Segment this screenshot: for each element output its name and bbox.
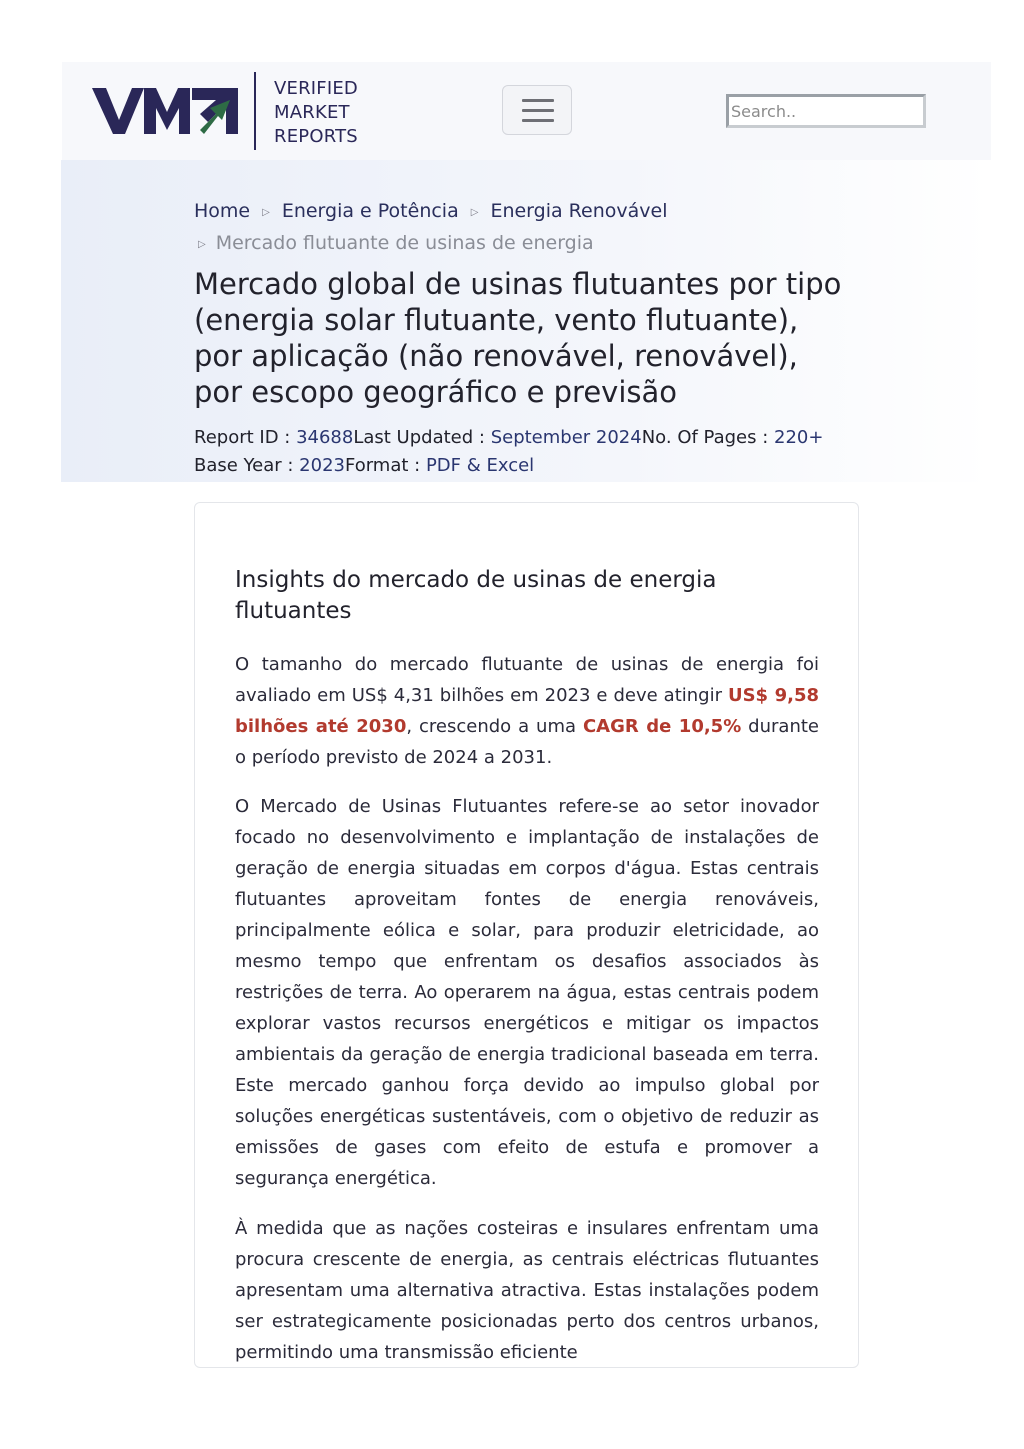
logo-wordmark (274, 77, 358, 149)
site-logo[interactable] (92, 72, 362, 150)
base-year-value: 2023 (299, 455, 345, 476)
chevron-right-icon: ▷ (262, 207, 270, 218)
chevron-right-icon: ▷ (470, 207, 479, 218)
report-id-label: Report ID : (194, 427, 297, 448)
last-updated-label: Last Updated : (353, 427, 491, 448)
report-id-value: 34688 (296, 427, 354, 448)
page-title: Mercado global de usinas flutuantes por tipo (energia solar flutuante, vento flutuante), por aplicação (não renovável, renovável), por escopo geográfico e previsão (194, 267, 842, 409)
logo-line-3: REPORTS (274, 126, 358, 147)
hamburger-icon-bar (522, 119, 554, 122)
breadcrumb-renewable-link[interactable]: Energia Renovável (490, 200, 668, 222)
last-updated-value: September 2024 (490, 427, 642, 448)
hamburger-icon-bar (522, 109, 554, 112)
vmr-logo-icon (92, 86, 240, 136)
p1-text-a: O tamanho do mercado flutuante de usinas de energia foi avaliado em US$ 4,31 bilhões em 2023 e deve atingir (235, 654, 819, 706)
p1-text-b: , crescendo a uma (406, 716, 583, 737)
hamburger-icon (522, 99, 554, 102)
breadcrumb-home-link[interactable]: Home (194, 200, 251, 222)
search-input[interactable] (726, 94, 926, 128)
insights-card (194, 502, 859, 1368)
insights-heading: Insights do mercado de usinas de energia flutuantes (235, 567, 717, 624)
report-meta (194, 424, 874, 480)
logo-divider (254, 72, 256, 150)
breadcrumb-current: Mercado flutuante de usinas de energia (215, 232, 594, 254)
breadcrumb (194, 196, 834, 260)
insights-paragraph-1 (235, 649, 819, 773)
insights-paragraph-3: À medida que as nações costeiras e insulares enfrentam uma procura crescente de energia, as centrais eléctricas flutuantes apresentam uma alternativa atractiva. Estas instalações podem ser estrategicamente posicionadas perto dos centros urbanos, permitindo uma transmissão eficiente (235, 1218, 819, 1363)
format-value: PDF & Excel (425, 455, 535, 476)
base-year-label: Base Year : (194, 455, 300, 476)
cagr-highlight: CAGR de 10,5% (582, 716, 742, 737)
site-header (62, 62, 991, 161)
breadcrumb-energy-link[interactable]: Energia e Potência (281, 200, 459, 222)
logo-line-1: VERIFIED (274, 78, 358, 99)
p1-text-c: durante o período previsto de 2024 a 2031. (235, 716, 819, 768)
insights-paragraph-2: O Mercado de Usinas Flutuantes refere-se ao setor inovador focado no desenvolvimento e implantação de instalações de geração de energia situadas em corpos d'água. Estas centrais flutuantes aproveitam fontes de energia renováveis, principalmente eólica e solar, para produzir eletricidade, ao mesmo tempo que enfrentam os desafios associados às restrições de terra. Ao operarem na água, estas centrais podem explorar vastos recursos energéticos e mitigar os impactos ambientais da geração de energia tradicional baseada em terra. Este mercado ganhou força devido ao impulso global por soluções energéticas sustentáveis, com o objetivo de reduzir as emissões de gases com efeito de estufa e promover a segurança energética. (235, 796, 819, 1189)
market-value-highlight: US$ 9,58 bilhões até 2030 (235, 685, 819, 737)
menu-toggle-button[interactable] (502, 85, 572, 135)
chevron-right-icon: ▷ (198, 239, 206, 250)
format-label: Format : (344, 455, 426, 476)
pages-label: No. Of Pages : (641, 427, 775, 448)
pages-value: 220+ (774, 427, 824, 448)
logo-line-2: MARKET (274, 102, 350, 123)
